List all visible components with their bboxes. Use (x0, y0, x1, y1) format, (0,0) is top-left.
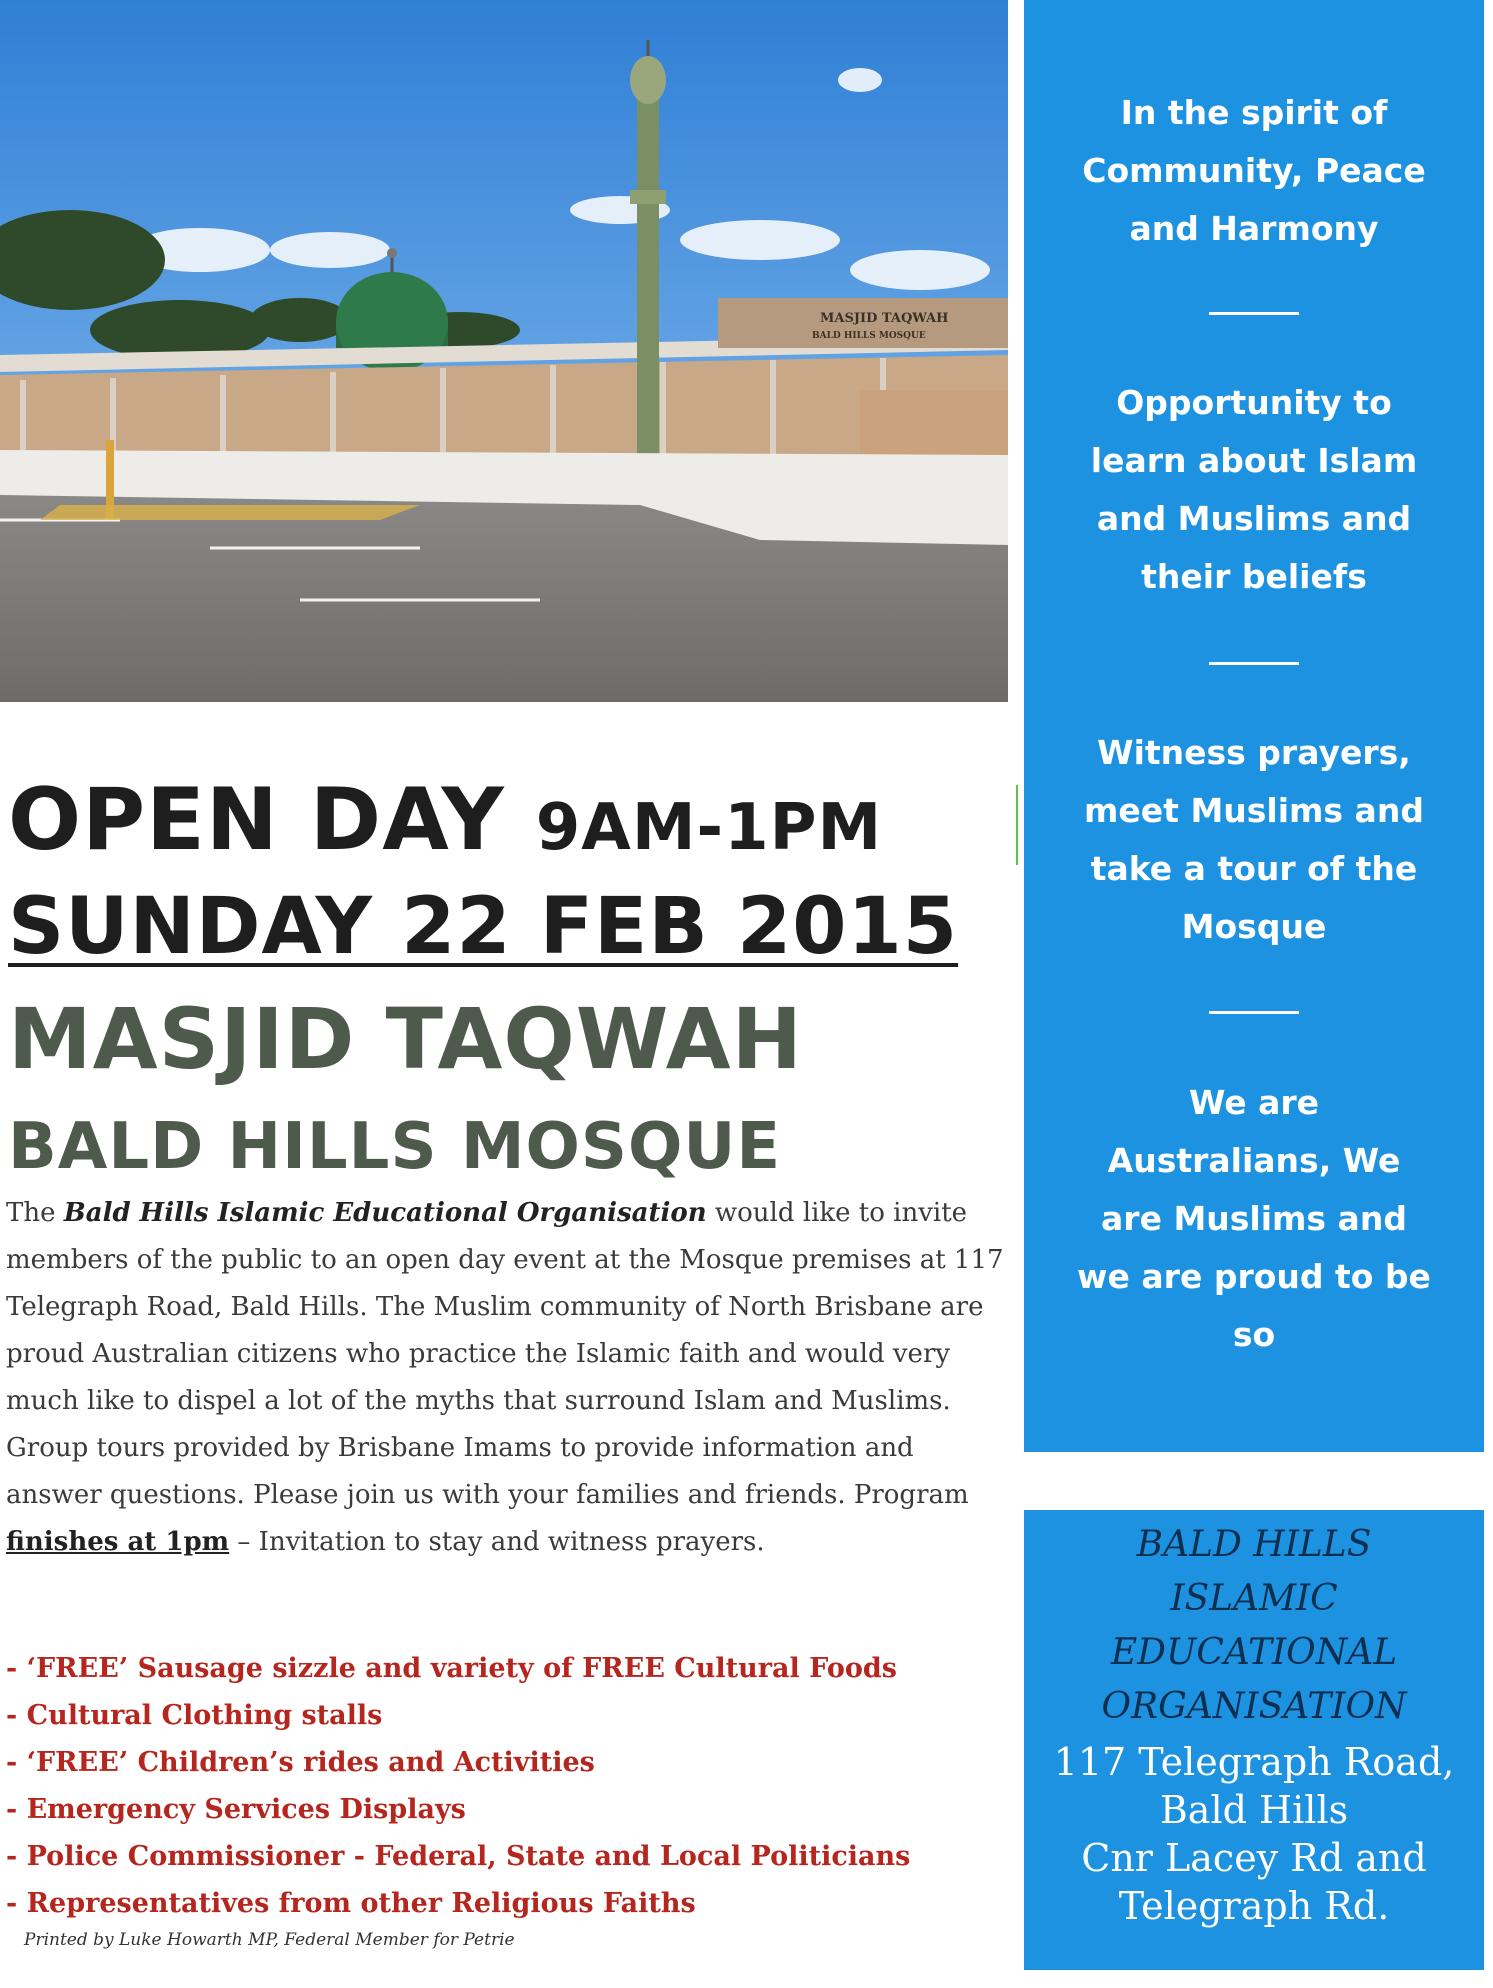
street-address (1024, 1738, 1484, 1930)
witness-line: Mosque (1181, 907, 1327, 946)
address-panel (1024, 1510, 1484, 1970)
finish-time: finishes at 1pm (6, 1527, 230, 1557)
printed-by-note: Printed by Luke Howarth MP, Federal Member for Petrie (24, 1930, 515, 1950)
org-name-inline: Bald Hills Islamic Educational Organisation (63, 1198, 707, 1228)
divider-3 (1209, 1011, 1299, 1014)
message-panel (1024, 0, 1484, 1452)
list-item: - Police Commissioner - Federal, State and Local Politicians (6, 1841, 911, 1872)
org-line: EDUCATIONAL (1110, 1632, 1398, 1673)
address-line: Cnr Lacey Rd and (1081, 1836, 1427, 1880)
accent-divider (1016, 785, 1018, 865)
event-time: 9AM-1PM (535, 791, 883, 865)
learn-line: learn about Islam (1090, 441, 1418, 480)
learn-line: Opportunity to (1116, 383, 1392, 422)
list-item: - Cultural Clothing stalls (6, 1700, 383, 1731)
witness-message (1024, 724, 1484, 956)
learn-message (1024, 374, 1484, 606)
address-line: Bald Hills (1159, 1788, 1349, 1832)
spirit-line: Community, Peace (1082, 151, 1426, 190)
feature-list (6, 1645, 910, 1927)
spirit-message (1024, 84, 1484, 258)
divider-2 (1209, 662, 1299, 665)
australians-message (1024, 1074, 1484, 1364)
australians-line: Australians, We (1107, 1141, 1401, 1180)
spirit-line: and Harmony (1129, 209, 1379, 248)
organisation-name (1024, 1518, 1484, 1734)
mosque-photo (0, 0, 1008, 702)
spirit-line: In the spirit of (1120, 93, 1388, 132)
open-day-label: OPEN DAY (8, 770, 505, 870)
paragraph-text-1: would like to invite members of the public to an open day event at the Mosque premises at 117 Telegraph Road, Bald Hills. The Muslim community of North Brisbane are proud Australian citizens who practice the Islamic faith and would very much like to dispel a lot of the myths that surround Islam and Muslims. Group tours provided by Brisbane Imams to provide information and answer questions. Please join us with your families and friends. Program (6, 1198, 1004, 1510)
learn-line: and Muslims and (1096, 499, 1412, 538)
sign-text-1: MASJID TAQWAH (820, 311, 949, 326)
org-line: BALD HILLS (1136, 1524, 1372, 1565)
mosque-name: MASJID TAQWAH (8, 990, 803, 1088)
list-item: - ‘FREE’ Children’s rides and Activities (6, 1747, 595, 1778)
org-line: ORGANISATION (1101, 1686, 1407, 1727)
australians-line: We are (1188, 1083, 1320, 1122)
australians-line: we are proud to be (1077, 1257, 1431, 1296)
australians-line: are Muslims and (1101, 1199, 1407, 1238)
event-date: SUNDAY 22 FEB 2015 (8, 882, 959, 972)
address-line: Telegraph Rd. (1118, 1884, 1390, 1928)
hatched-bay (40, 505, 420, 520)
learn-line: their beliefs (1141, 557, 1367, 596)
open-day-heading (8, 770, 882, 870)
witness-line: Witness prayers, (1097, 733, 1411, 772)
witness-line: take a tour of the (1090, 849, 1418, 888)
list-item: - ‘FREE’ Sausage sizzle and variety of FREE Cultural Foods (6, 1653, 897, 1684)
org-line: ISLAMIC (1170, 1578, 1338, 1619)
divider-1 (1209, 312, 1299, 315)
paragraph-text-2: – Invitation to stay and witness prayers. (229, 1527, 765, 1557)
intro-prefix: The (6, 1198, 56, 1228)
list-item: - Emergency Services Displays (6, 1794, 466, 1825)
witness-line: meet Muslims and (1084, 791, 1424, 830)
australians-line: so (1232, 1315, 1276, 1354)
sign-text-2: BALD HILLS MOSQUE (812, 331, 926, 341)
invitation-paragraph (6, 1190, 1006, 1566)
list-item: - Representatives from other Religious Faiths (6, 1888, 696, 1919)
address-line: 117 Telegraph Road, (1053, 1740, 1455, 1784)
mosque-subtitle: BALD HILLS MOSQUE (8, 1110, 782, 1184)
